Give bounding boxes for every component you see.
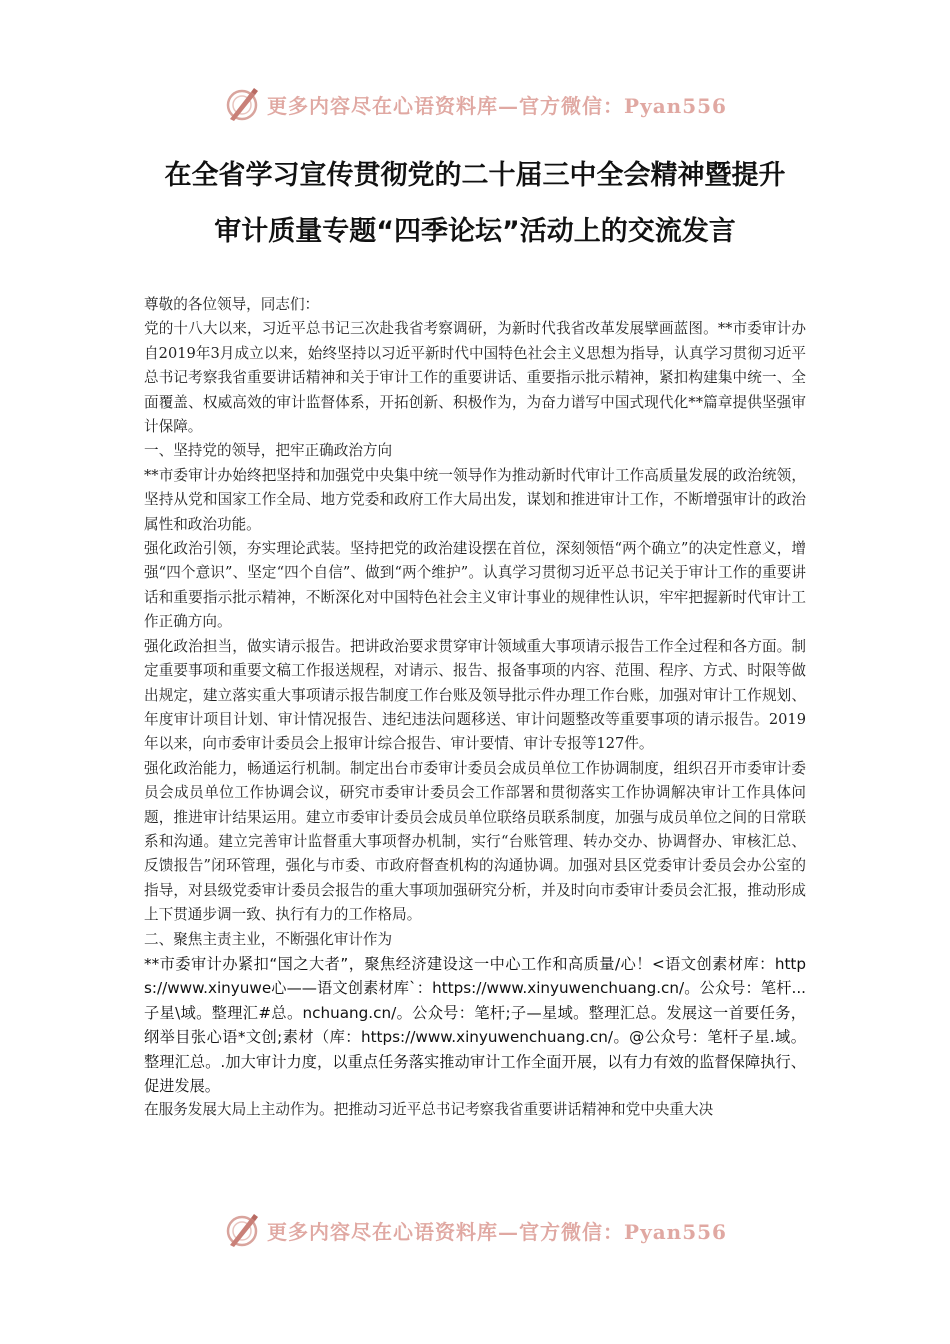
- pen-circle-logo-icon: [223, 1212, 261, 1248]
- document-title: [60, 148, 890, 260]
- header-banner: [0, 84, 950, 124]
- document-body: [144, 293, 806, 1123]
- paragraph: 强化政治担当，做实请示报告。把讲政治要求贯穿审计领域重大事项请示报告工作全过程和各方面。制定重要事项和重要文稿工作报送规程，对请示、报告、报备事项的内容、范围、程序、方式、时限等做出规定，建立落实重大事项请示报告制度工作台账及领导批示件办理工作台账，加强对审计工作规划、年度审计项目计划、审计情况报告、违纪违法问题移送、审计问题整改等重要事项的请示报告。2019年以来，向市委审计委员会上报审计综合报告、审计要情、审计专报等127件。: [144, 637, 806, 753]
- title-line-1: 在全省学习宣传贯彻党的二十届三中全会精神暨提升: [164, 160, 786, 191]
- paragraph: 在服务发展大局上主动作为。把推动习近平总书记考察我省重要讲话精神和党中央重大决: [144, 1101, 714, 1119]
- title-line-2: 审计质量专题“四季论坛”活动上的交流发言: [214, 216, 736, 247]
- section-heading: 二、聚焦主责主业，不断强化审计作为: [144, 930, 393, 948]
- paragraph: 强化政治能力，畅通运行机制。制定出台市委审计委员会成员单位工作协调制度，组织召开市委审计委员会成员单位工作协调会议，研究市委审计委员会工作部署和贯彻落实工作协调解决审计工作具体问题，推进审计结果运用。建立市委审计委员会成员单位联络员联系制度，加强与成员单位之间的日常联系和沟通。建立完善审计监督重大事项督办机制，实行“台账管理、转办交办、协调督办、审核汇总、反馈报告”闭环管理，强化与市委、市政府督查机构的沟通协调。加强对县区党委审计委员会办公室的指导，对县级党委审计委员会报告的重大事项加强研究分析，并及时向市委审计委员会汇报，推动形成上下贯通步调一致、执行有力的工作格局。: [144, 759, 806, 924]
- salutation: 尊敬的各位领导，同志们：: [144, 296, 320, 313]
- banner-text: 更多内容尽在心语资料库—官方微信：Pyan556: [267, 93, 727, 118]
- section-heading: 一、坚持党的领导，把牢正确政治方向: [144, 442, 393, 460]
- pen-circle-logo-icon: [223, 86, 261, 122]
- paragraph: 强化政治引领，夯实理论武装。坚持把党的政治建设摆在首位，深刻领悟“两个确立”的决定性意义，增强“四个意识”、坚定“四个自信”、做到“两个维护”。认真学习贯彻习近平总书记关于审计工作的重要讲话和重要指示批示精神，不断深化对中国特色社会主义审计事业的规律性认识，牢牢把握新时代审计工作正确方向。: [144, 540, 806, 631]
- paragraph: **市委审计办始终把坚持和加强党中央集中统一领导作为推动新时代审计工作高质量发展的政治统领，坚持从党和国家工作全局、地方党委和政府工作大局出发，谋划和推进审计工作，不断增强审计的政治属性和政治功能。: [144, 466, 806, 533]
- paragraph-with-watermark-text: **市委审计办紧扣“国之大者”，聚焦经济建设这一中心工作和高质量/心！<语文创素材库：https://www.xinyuwe心——语文创素材库`：https://www.xinyuwenchuang.cn/。公众号：笔杆...子星\域。整理汇#总。nchuang.cn/。公众号：笔杆;子—星域。整理汇总。发展这一首要任务，纲举目张心语*文创;素材（库：https://www.xinyuwenchuang.cn/。@公众号：笔杆子星.域。整理汇总。.加大审计力度，以重点任务落实推动审计工作全面开展，以有力有效的监督保障执行、促进发展。: [144, 954, 806, 1095]
- banner-text: 更多内容尽在心语资料库—官方微信：Pyan556: [267, 1219, 727, 1244]
- paragraph: 党的十八大以来，习近平总书记三次赴我省考察调研，为新时代我省改革发展擘画蓝图。**市委审计办自2019年3月成立以来，始终坚持以习近平新时代中国特色社会主义思想为指导，认真学习贯彻习近平总书记考察我省重要讲话精神和关于审计工作的重要讲话、重要指示批示精神，紧扣构建集中统一、全面覆盖、权威高效的审计监督体系，开拓创新、积极作为，为奋力谱写中国式现代化**篇章提供坚强审计保障。: [144, 320, 806, 436]
- footer-banner: [0, 1210, 950, 1250]
